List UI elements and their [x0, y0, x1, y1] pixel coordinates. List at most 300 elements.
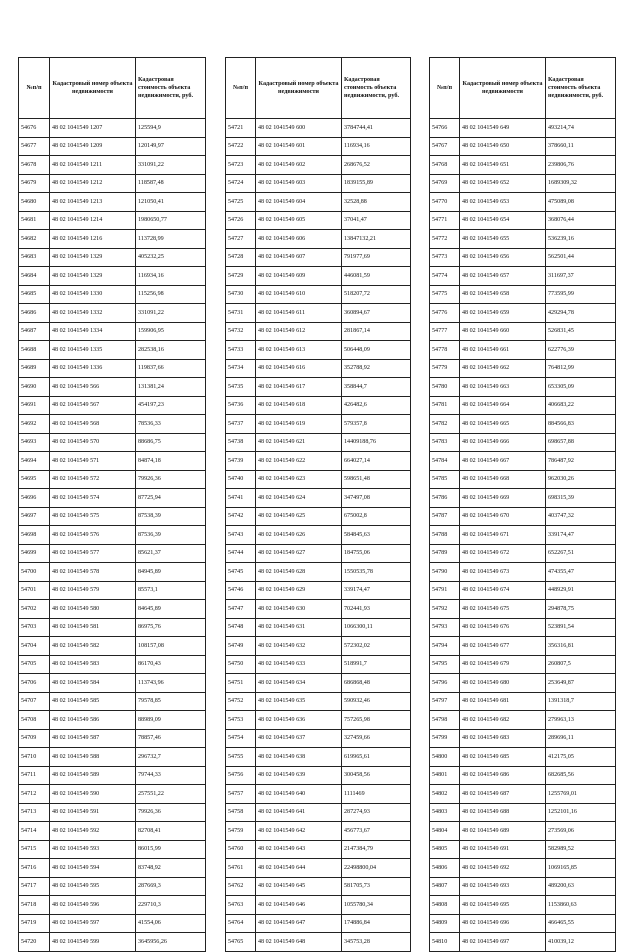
cadastral-value-cell: 79744,33 [136, 766, 206, 785]
cadastral-number-cell: 48 02 1041549 600 [256, 119, 342, 138]
table-header-row [19, 58, 206, 119]
table-row [430, 433, 616, 452]
cadastral-value-cell: 702441,93 [342, 600, 411, 619]
cadastral-value-cell: 296732,7 [136, 748, 206, 767]
row-number-cell: 54728 [226, 248, 256, 267]
table-row [430, 840, 616, 859]
cadastral-value-cell: 1550535,78 [342, 563, 411, 582]
cadastral-value-cell: 446081,59 [342, 267, 411, 286]
cadastral-value-cell: 664027,14 [342, 452, 411, 471]
cadastral-number-cell: 48 02 1041549 656 [460, 248, 546, 267]
cadastral-number-cell: 48 02 1041549 655 [460, 230, 546, 249]
cadastral-number-cell: 48 02 1041549 644 [256, 859, 342, 878]
table-row [430, 489, 616, 508]
cadastral-value-cell: 698657,88 [546, 433, 616, 452]
table-row [19, 618, 206, 637]
cadastral-number-cell: 48 02 1041549 1214 [50, 211, 136, 230]
table-row [226, 415, 411, 434]
row-number-cell: 54717 [19, 877, 50, 896]
row-number-cell: 54684 [19, 267, 50, 286]
cadastral-number-cell: 48 02 1041549 634 [256, 674, 342, 693]
row-number-cell: 54725 [226, 193, 256, 212]
cadastral-value-cell: 1066300,11 [342, 618, 411, 637]
row-number-cell: 54689 [19, 359, 50, 378]
cadastral-value-cell: 327459,66 [342, 729, 411, 748]
cadastral-value-cell: 698315,39 [546, 489, 616, 508]
cadastral-value-cell: 287669,3 [136, 877, 206, 896]
row-number-cell: 54797 [430, 692, 460, 711]
table-row [226, 544, 411, 563]
cadastral-value-cell: 536239,16 [546, 230, 616, 249]
table-row [19, 359, 206, 378]
cadastral-value-cell: 84945,89 [136, 563, 206, 582]
cadastral-number-cell: 48 02 1041549 688 [460, 803, 546, 822]
cadastral-number-cell: 48 02 1041549 668 [460, 470, 546, 489]
table-row [430, 859, 616, 878]
row-number-cell: 54682 [19, 230, 50, 249]
cadastral-value-cell: 523891,54 [546, 618, 616, 637]
table-row [19, 785, 206, 804]
cadastral-value-cell: 289696,11 [546, 729, 616, 748]
cadastral-value-cell: 174886,84 [342, 914, 411, 933]
cadastral-value-cell: 339174,47 [546, 526, 616, 545]
table-row [430, 174, 616, 193]
cadastral-value-cell: 1391318,7 [546, 692, 616, 711]
cadastral-number-cell: 48 02 1041549 592 [50, 822, 136, 841]
cadastral-value-cell: 406683,22 [546, 396, 616, 415]
row-number-cell: 54767 [430, 137, 460, 156]
row-number-cell: 54677 [19, 137, 50, 156]
cadastral-value-cell: 466465,55 [546, 914, 616, 933]
header-cadastral: Кадастровый номер объекта недвижимости [460, 58, 546, 119]
cadastral-table-1 [18, 57, 206, 952]
table-row [226, 563, 411, 582]
row-number-cell: 54789 [430, 544, 460, 563]
table-header-row [430, 58, 616, 119]
row-number-cell: 54783 [430, 433, 460, 452]
table-row [19, 470, 206, 489]
row-number-cell: 54739 [226, 452, 256, 471]
table-row [226, 859, 411, 878]
cadastral-number-cell: 48 02 1041549 638 [256, 748, 342, 767]
cadastral-number-cell: 48 02 1041549 589 [50, 766, 136, 785]
cadastral-value-cell: 119837,66 [136, 359, 206, 378]
row-number-cell: 54747 [226, 600, 256, 619]
row-number-cell: 54765 [226, 933, 256, 952]
cadastral-number-cell: 48 02 1041549 693 [460, 877, 546, 896]
cadastral-value-cell: 253649,87 [546, 674, 616, 693]
row-number-cell: 54710 [19, 748, 50, 767]
table-row [226, 156, 411, 175]
cadastral-number-cell: 48 02 1041549 610 [256, 285, 342, 304]
cadastral-value-cell: 493214,74 [546, 119, 616, 138]
cadastral-number-cell: 48 02 1041549 579 [50, 581, 136, 600]
cadastral-number-cell: 48 02 1041549 643 [256, 840, 342, 859]
cadastral-value-cell: 78536,33 [136, 415, 206, 434]
table-row [430, 248, 616, 267]
header-value: Кадастровая стоимость объекта недвижимости, руб. [546, 58, 616, 119]
row-number-cell: 54742 [226, 507, 256, 526]
cadastral-value-cell: 584845,63 [342, 526, 411, 545]
table-row [226, 470, 411, 489]
cadastral-table-3 [429, 57, 616, 952]
cadastral-number-cell: 48 02 1041549 648 [256, 933, 342, 952]
cadastral-value-cell: 116934,16 [136, 267, 206, 286]
table-row [430, 230, 616, 249]
cadastral-number-cell: 48 02 1041549 623 [256, 470, 342, 489]
table-row [226, 785, 411, 804]
cadastral-number-cell: 48 02 1041549 669 [460, 489, 546, 508]
cadastral-number-cell: 48 02 1041549 696 [460, 914, 546, 933]
table-row [19, 433, 206, 452]
cadastral-value-cell: 426482,6 [342, 396, 411, 415]
cadastral-number-cell: 48 02 1041549 649 [460, 119, 546, 138]
cadastral-number-cell: 48 02 1041549 653 [460, 193, 546, 212]
table-row [19, 526, 206, 545]
row-number-cell: 54708 [19, 711, 50, 730]
cadastral-value-cell: 352788,92 [342, 359, 411, 378]
cadastral-value-cell: 581705,73 [342, 877, 411, 896]
cadastral-number-cell: 48 02 1041549 604 [256, 193, 342, 212]
row-number-cell: 54776 [430, 304, 460, 323]
cadastral-value-cell: 113743,96 [136, 674, 206, 693]
cadastral-number-cell: 48 02 1041549 1329 [50, 267, 136, 286]
row-number-cell: 54719 [19, 914, 50, 933]
cadastral-value-cell: 405232,25 [136, 248, 206, 267]
cadastral-number-cell: 48 02 1041549 637 [256, 729, 342, 748]
cadastral-value-cell: 962030,26 [546, 470, 616, 489]
cadastral-number-cell: 48 02 1041549 647 [256, 914, 342, 933]
row-number-cell: 54707 [19, 692, 50, 711]
row-number-cell: 54743 [226, 526, 256, 545]
cadastral-number-cell: 48 02 1041549 594 [50, 859, 136, 878]
table-row [430, 674, 616, 693]
row-number-cell: 54751 [226, 674, 256, 693]
cadastral-value-cell: 786487,92 [546, 452, 616, 471]
cadastral-number-cell: 48 02 1041549 632 [256, 637, 342, 656]
table-row [226, 174, 411, 193]
table-row [19, 748, 206, 767]
cadastral-table-2 [225, 57, 411, 952]
table-row [430, 692, 616, 711]
table-row [430, 914, 616, 933]
cadastral-number-cell: 48 02 1041549 673 [460, 563, 546, 582]
table-row [430, 267, 616, 286]
table-row [226, 137, 411, 156]
table-row [226, 526, 411, 545]
table-row [226, 914, 411, 933]
row-number-cell: 54715 [19, 840, 50, 859]
cadastral-number-cell: 48 02 1041549 1329 [50, 248, 136, 267]
cadastral-number-cell: 48 02 1041549 1334 [50, 322, 136, 341]
table-row [430, 544, 616, 563]
row-number-cell: 54685 [19, 285, 50, 304]
table-row [19, 507, 206, 526]
row-number-cell: 54752 [226, 692, 256, 711]
cadastral-value-cell: 653305,09 [546, 378, 616, 397]
row-number-cell: 54764 [226, 914, 256, 933]
table-row [430, 729, 616, 748]
cadastral-number-cell: 48 02 1041549 1212 [50, 174, 136, 193]
row-number-cell: 54806 [430, 859, 460, 878]
cadastral-value-cell: 412175,05 [546, 748, 616, 767]
cadastral-number-cell: 48 02 1041549 585 [50, 692, 136, 711]
cadastral-value-cell: 87538,39 [136, 507, 206, 526]
row-number-cell: 54809 [430, 914, 460, 933]
row-number-cell: 54799 [430, 729, 460, 748]
row-number-cell: 54683 [19, 248, 50, 267]
row-number-cell: 54785 [430, 470, 460, 489]
row-number-cell: 54744 [226, 544, 256, 563]
row-number-cell: 54701 [19, 581, 50, 600]
row-number-cell: 54777 [430, 322, 460, 341]
cadastral-number-cell: 48 02 1041549 654 [460, 211, 546, 230]
row-number-cell: 54733 [226, 341, 256, 360]
cadastral-number-cell: 48 02 1041549 630 [256, 600, 342, 619]
cadastral-number-cell: 48 02 1041549 624 [256, 489, 342, 508]
cadastral-number-cell: 48 02 1041549 578 [50, 563, 136, 582]
row-number-cell: 54695 [19, 470, 50, 489]
row-number-cell: 54745 [226, 563, 256, 582]
row-number-cell: 54679 [19, 174, 50, 193]
row-number-cell: 54731 [226, 304, 256, 323]
cadastral-number-cell: 48 02 1041549 612 [256, 322, 342, 341]
cadastral-value-cell: 37041,47 [342, 211, 411, 230]
cadastral-value-cell: 79926,36 [136, 470, 206, 489]
row-number-cell: 54760 [226, 840, 256, 859]
table-row [19, 674, 206, 693]
cadastral-value-cell: 82708,41 [136, 822, 206, 841]
cadastral-number-cell: 48 02 1041549 574 [50, 489, 136, 508]
row-number-cell: 54755 [226, 748, 256, 767]
table-row [226, 119, 411, 138]
cadastral-value-cell: 1689309,32 [546, 174, 616, 193]
cadastral-value-cell: 279963,13 [546, 711, 616, 730]
table-row [19, 544, 206, 563]
cadastral-value-cell: 86975,76 [136, 618, 206, 637]
row-number-cell: 54756 [226, 766, 256, 785]
cadastral-number-cell: 48 02 1041549 593 [50, 840, 136, 859]
cadastral-value-cell: 572302,02 [342, 637, 411, 656]
cadastral-value-cell: 675002,8 [342, 507, 411, 526]
cadastral-value-cell: 773595,99 [546, 285, 616, 304]
cadastral-value-cell: 489200,63 [546, 877, 616, 896]
cadastral-value-cell: 360894,67 [342, 304, 411, 323]
cadastral-value-cell: 268676,52 [342, 156, 411, 175]
cadastral-number-cell: 48 02 1041549 652 [460, 174, 546, 193]
cadastral-number-cell: 48 02 1041549 680 [460, 674, 546, 693]
cadastral-number-cell: 48 02 1041549 670 [460, 507, 546, 526]
cadastral-value-cell: 1069165,85 [546, 859, 616, 878]
cadastral-value-cell: 1252101,16 [546, 803, 616, 822]
cadastral-value-cell: 3784744,41 [342, 119, 411, 138]
table-row [226, 507, 411, 526]
row-number-cell: 54802 [430, 785, 460, 804]
table-row [430, 933, 616, 952]
table-row [19, 581, 206, 600]
table-row [430, 618, 616, 637]
row-number-cell: 54734 [226, 359, 256, 378]
table-row [430, 748, 616, 767]
cadastral-value-cell: 686868,48 [342, 674, 411, 693]
table-row [226, 600, 411, 619]
table-row [226, 674, 411, 693]
table-row [430, 378, 616, 397]
cadastral-value-cell: 518991,7 [342, 655, 411, 674]
cadastral-value-cell: 79926,36 [136, 803, 206, 822]
cadastral-number-cell: 48 02 1041549 627 [256, 544, 342, 563]
cadastral-value-cell: 88989,09 [136, 711, 206, 730]
cadastral-value-cell: 273569,06 [546, 822, 616, 841]
cadastral-value-cell: 590932,46 [342, 692, 411, 711]
cadastral-value-cell: 41554,06 [136, 914, 206, 933]
cadastral-number-cell: 48 02 1041549 1336 [50, 359, 136, 378]
table-row [19, 729, 206, 748]
table-row [226, 655, 411, 674]
cadastral-number-cell: 48 02 1041549 602 [256, 156, 342, 175]
row-number-cell: 54798 [430, 711, 460, 730]
cadastral-number-cell: 48 02 1041549 661 [460, 341, 546, 360]
row-number-cell: 54796 [430, 674, 460, 693]
row-number-cell: 54795 [430, 655, 460, 674]
cadastral-value-cell: 456773,67 [342, 822, 411, 841]
cadastral-number-cell: 48 02 1041549 599 [50, 933, 136, 952]
row-number-cell: 54726 [226, 211, 256, 230]
cadastral-number-cell: 48 02 1041549 659 [460, 304, 546, 323]
table-row [226, 230, 411, 249]
cadastral-number-cell: 48 02 1041549 625 [256, 507, 342, 526]
cadastral-number-cell: 48 02 1041549 617 [256, 378, 342, 397]
row-number-cell: 54730 [226, 285, 256, 304]
row-number-cell: 54788 [430, 526, 460, 545]
cadastral-value-cell: 125594,9 [136, 119, 206, 138]
cadastral-number-cell: 48 02 1041549 682 [460, 711, 546, 730]
table-row [430, 396, 616, 415]
row-number-cell: 54766 [430, 119, 460, 138]
table-row [226, 359, 411, 378]
table-row [19, 933, 206, 952]
cadastral-number-cell: 48 02 1041549 1211 [50, 156, 136, 175]
cadastral-number-cell: 48 02 1041549 616 [256, 359, 342, 378]
table-row [430, 341, 616, 360]
cadastral-value-cell: 622776,39 [546, 341, 616, 360]
table-row [430, 785, 616, 804]
table-row [226, 193, 411, 212]
cadastral-number-cell: 48 02 1041549 671 [460, 526, 546, 545]
row-number-cell: 54770 [430, 193, 460, 212]
cadastral-value-cell: 14409188,76 [342, 433, 411, 452]
row-number-cell: 54762 [226, 877, 256, 896]
table-row [430, 600, 616, 619]
row-number-cell: 54754 [226, 729, 256, 748]
table-row [226, 877, 411, 896]
cadastral-number-cell: 48 02 1041549 566 [50, 378, 136, 397]
cadastral-value-cell: 331091,22 [136, 156, 206, 175]
cadastral-value-cell: 86015,99 [136, 840, 206, 859]
table-row [226, 211, 411, 230]
table-row [430, 563, 616, 582]
cadastral-value-cell: 474355,47 [546, 563, 616, 582]
cadastral-value-cell: 1839155,89 [342, 174, 411, 193]
table-row [226, 304, 411, 323]
cadastral-number-cell: 48 02 1041549 576 [50, 526, 136, 545]
header-num: №п/п [226, 58, 256, 119]
cadastral-number-cell: 48 02 1041549 641 [256, 803, 342, 822]
cadastral-value-cell: 118587,48 [136, 174, 206, 193]
table-row [430, 304, 616, 323]
cadastral-value-cell: 562501,44 [546, 248, 616, 267]
table-row [19, 322, 206, 341]
cadastral-number-cell: 48 02 1041549 646 [256, 896, 342, 915]
row-number-cell: 54805 [430, 840, 460, 859]
cadastral-number-cell: 48 02 1041549 642 [256, 822, 342, 841]
row-number-cell: 54714 [19, 822, 50, 841]
cadastral-value-cell: 619965,61 [342, 748, 411, 767]
cadastral-value-cell: 764812,99 [546, 359, 616, 378]
row-number-cell: 54759 [226, 822, 256, 841]
row-number-cell: 54787 [430, 507, 460, 526]
cadastral-number-cell: 48 02 1041549 618 [256, 396, 342, 415]
table-row [226, 267, 411, 286]
cadastral-value-cell: 300458,56 [342, 766, 411, 785]
cadastral-value-cell: 87725,94 [136, 489, 206, 508]
cadastral-number-cell: 48 02 1041549 691 [460, 840, 546, 859]
table-row [19, 600, 206, 619]
cadastral-value-cell: 1153860,63 [546, 896, 616, 915]
row-number-cell: 54676 [19, 119, 50, 138]
cadastral-value-cell: 356316,81 [546, 637, 616, 656]
cadastral-number-cell: 48 02 1041549 1330 [50, 285, 136, 304]
cadastral-number-cell: 48 02 1041549 636 [256, 711, 342, 730]
header-cadastral: Кадастровый номер объекта недвижимости [50, 58, 136, 119]
table-row [430, 507, 616, 526]
cadastral-number-cell: 48 02 1041549 613 [256, 341, 342, 360]
row-number-cell: 54702 [19, 600, 50, 619]
cadastral-value-cell: 378660,11 [546, 137, 616, 156]
cadastral-value-cell: 368076,44 [546, 211, 616, 230]
row-number-cell: 54704 [19, 637, 50, 656]
cadastral-value-cell: 311697,37 [546, 267, 616, 286]
cadastral-number-cell: 48 02 1041549 635 [256, 692, 342, 711]
cadastral-value-cell: 884566,83 [546, 415, 616, 434]
cadastral-number-cell: 48 02 1041549 1207 [50, 119, 136, 138]
row-number-cell: 54681 [19, 211, 50, 230]
cadastral-number-cell: 48 02 1041549 662 [460, 359, 546, 378]
table-row [19, 877, 206, 896]
cadastral-number-cell: 48 02 1041549 595 [50, 877, 136, 896]
cadastral-value-cell: 475089,08 [546, 193, 616, 212]
table-row [226, 489, 411, 508]
cadastral-number-cell: 48 02 1041549 597 [50, 914, 136, 933]
cadastral-number-cell: 48 02 1041549 596 [50, 896, 136, 915]
header-num: №п/п [430, 58, 460, 119]
table-row [19, 452, 206, 471]
row-number-cell: 54753 [226, 711, 256, 730]
table-row [19, 174, 206, 193]
cadastral-number-cell: 48 02 1041549 586 [50, 711, 136, 730]
row-number-cell: 54696 [19, 489, 50, 508]
row-number-cell: 54810 [430, 933, 460, 952]
cadastral-number-cell: 48 02 1041549 619 [256, 415, 342, 434]
cadastral-value-cell: 113728,99 [136, 230, 206, 249]
cadastral-number-cell: 48 02 1041549 583 [50, 655, 136, 674]
row-number-cell: 54793 [430, 618, 460, 637]
row-number-cell: 54748 [226, 618, 256, 637]
table-row [430, 766, 616, 785]
table-body [430, 119, 616, 952]
cadastral-value-cell: 2147384,79 [342, 840, 411, 859]
table-row [226, 933, 411, 952]
